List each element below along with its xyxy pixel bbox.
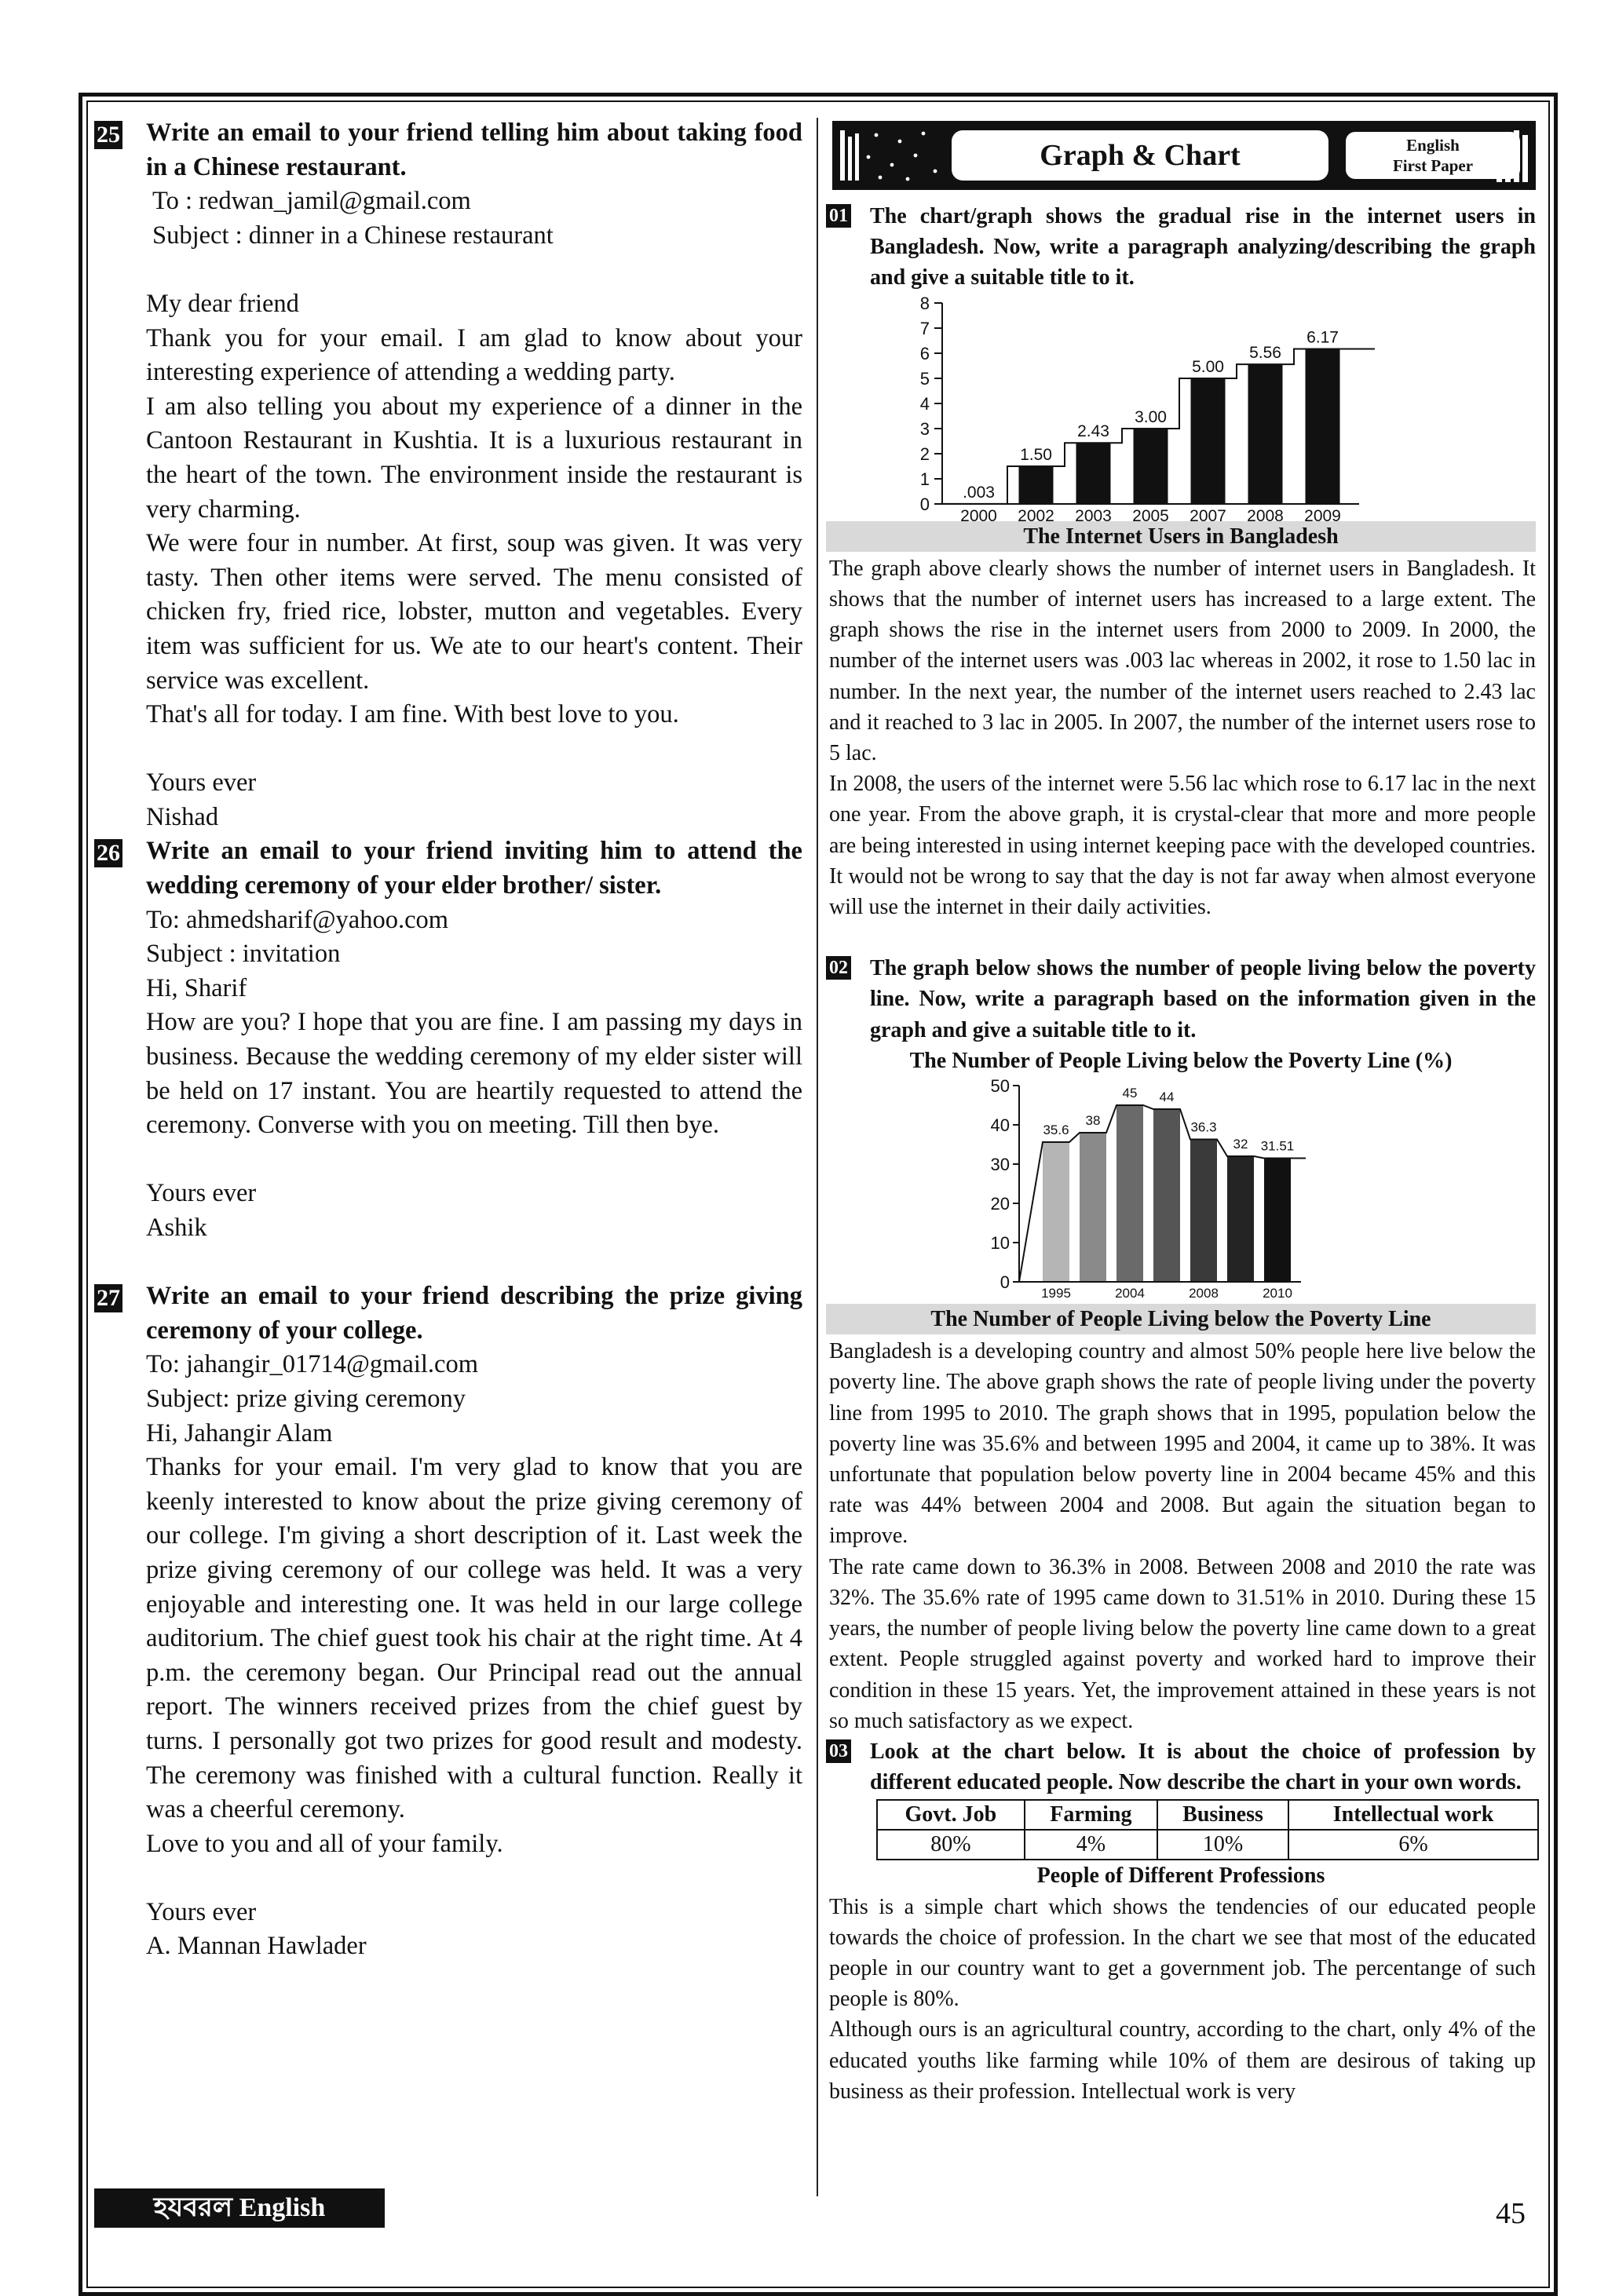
email-body: How are you? I hope that you are fine. I am passing my days in business. Because the wedding ceremony of my elder sister will be held on 17 instant. You are heartily requested to attend the ceremony. Converse with you on meeting. Till then bye.: [94, 1006, 802, 1142]
x-tick-label: 1995: [1041, 1286, 1071, 1301]
chart-caption: The Number of People Living below the Poverty Line: [826, 1304, 1536, 1334]
bar: [1076, 443, 1111, 504]
section-subtitle: English First Paper: [1346, 132, 1520, 179]
question-number-badge: 02: [826, 956, 851, 980]
bar: [1116, 1105, 1143, 1282]
email-signature: A. Mannan Hawlader: [94, 1929, 802, 1964]
question-26-heading: 26 Write an email to your friend inviting him to attend the wedding ceremony of your elder brother/ sister.: [94, 834, 802, 903]
table-header-cell: Govt. Job: [877, 1800, 1025, 1830]
question-number-badge: 26: [94, 839, 122, 867]
email-subject: Subject: prize giving ceremony: [94, 1382, 802, 1417]
y-tick-label: 1: [920, 469, 930, 489]
question-25-heading: 25 Write an email to your friend telling him about taking food in a Chinese restaurant.: [94, 116, 802, 184]
table-header-cell: Business: [1157, 1800, 1288, 1830]
email-body: That's all for today. I am fine. With best love to you.: [94, 698, 802, 732]
email-subject: Subject : invitation: [94, 937, 802, 972]
table-cell: 6%: [1288, 1830, 1538, 1860]
column-divider: [817, 118, 818, 2196]
question-number-badge: 03: [826, 1739, 851, 1763]
profession-table: [876, 1799, 1539, 1860]
y-tick-label: 7: [920, 319, 930, 338]
data-label: 45: [1123, 1086, 1138, 1101]
y-tick-label: 30: [991, 1155, 1010, 1174]
answer-paragraph: The graph above clearly shows the number of internet users in Bangladesh. It shows that the number of internet users has increased to a large extent. The graph shows the rise in the internet users from 2000 to 2009. In 2000, the number of the internet users was .003 lac whereas in 2002, it rose to 1.50 lac in number. In the next year, the number of the internet users reached to 2.43 lac and it reached to 3 lac in 2005. In 2007, the number of the internet users rose to 5 lac.: [826, 553, 1536, 768]
y-tick-label: 40: [991, 1115, 1010, 1135]
question-02-heading: 02 The graph below shows the number of people living below the poverty line. Now, write a paragraph based on the information given in the graph and give a suitable title to it.: [826, 953, 1536, 1046]
question-number-badge: 25: [94, 121, 122, 149]
data-label: 6.17: [1306, 328, 1339, 346]
email-to: To: jahangir_01714@gmail.com: [94, 1348, 802, 1382]
bar: [1043, 1142, 1069, 1282]
answer-paragraph: This is a simple chart which shows the tendencies of our educated people towards the choice of profession. In the chart we see that most of the educated people in our country want to get a government job. The percentange of such people is 80%.: [826, 1892, 1536, 2015]
bar: [1080, 1133, 1106, 1282]
data-label: 32: [1233, 1137, 1248, 1152]
y-tick-label: 2: [920, 444, 930, 464]
bar: [1190, 1140, 1217, 1283]
table-cell: 80%: [877, 1830, 1025, 1860]
answer-paragraph: Although ours is an agricultural country, according to the chart, only 4% of the educated youths like farming while 10% of them are desirous of taking up business as their profession. Intellectual work is very: [826, 2014, 1536, 2107]
table-cell: 10%: [1157, 1830, 1288, 1860]
table-row: [877, 1830, 1538, 1860]
email-closing: Yours ever: [94, 1177, 802, 1211]
x-tick-label: 2008: [1189, 1286, 1219, 1301]
x-tick-label: 2009: [1304, 507, 1341, 521]
data-label: 5.56: [1249, 344, 1281, 362]
email-body: Love to you and all of your family.: [94, 1827, 802, 1862]
y-tick-label: 4: [920, 394, 930, 414]
answer-paragraph: Bangladesh is a developing country and almost 50% people here live below the poverty line. The above graph shows the rate of people living under the poverty line from 1995 to 2010. The graph shows that in 1995, population below the poverty line was 35.6% and between 1995 and 2004, it came up to 38%. It was unfortunate that population below poverty line in 2004 became 45% and this rate was 44% between 2004 and 2008. But again the situation began to improve.: [826, 1336, 1536, 1551]
x-tick-label: 2003: [1075, 507, 1112, 521]
question-03-heading: 03 Look at the chart below. It is about the choice of profession by different educated people. Now describe the chart in your own words.: [826, 1736, 1536, 1798]
email-body: Thanks for your email. I'm very glad to know that you are keenly interested to know about the prize giving ceremony of our college. I'm giving a short description of it. Last week the prize giving ceremony of our college was held. It was a very enjoyable and interesting one. It was held in our large college auditorium. The chief guest took his chair at the right time. At 4 p.m. the ceremony began. Our Principal read out the annual report. The winners received prizes from the chief guest by turns. I personally got two prizes for good result and modesty. The ceremony was finished with a cultural function. Really it was a cheerful ceremony.: [94, 1451, 802, 1827]
poverty-line-chart: [826, 1076, 1536, 1304]
table-header-row: [877, 1800, 1538, 1830]
data-label: 38: [1086, 1113, 1101, 1128]
right-column: [826, 118, 1536, 2107]
email-signature: Ashik: [94, 1211, 802, 1246]
question-number-badge: 01: [826, 204, 851, 228]
y-tick-label: 10: [991, 1233, 1010, 1253]
y-tick-label: 6: [920, 344, 930, 363]
x-tick-label: 2007: [1190, 507, 1226, 521]
question-01-heading: 01 The chart/graph shows the gradual rise in the internet users in Bangladesh. Now, write a paragraph analyzing/describing the graph and give a suitable title to it.: [826, 201, 1536, 294]
data-label: 2.43: [1077, 422, 1109, 440]
chart-title: The Number of People Living below the Poverty Line (%): [826, 1046, 1536, 1076]
question-number-badge: 27: [94, 1284, 122, 1312]
x-tick-label: 2010: [1263, 1286, 1292, 1301]
x-tick-label: 2002: [1018, 507, 1054, 521]
table-header-cell: Farming: [1025, 1800, 1157, 1830]
internet-users-chart: [826, 294, 1536, 521]
x-tick-label: 2000: [960, 507, 997, 521]
left-column: [94, 116, 802, 1964]
email-greeting: Hi, Sharif: [94, 972, 802, 1006]
bar: [1019, 466, 1054, 504]
data-label: 1.50: [1020, 446, 1052, 464]
data-label: 31.51: [1261, 1139, 1295, 1154]
y-tick-label: 50: [991, 1076, 1010, 1096]
y-tick-label: 8: [920, 294, 930, 313]
bar: [1264, 1159, 1291, 1283]
chart-caption: The Internet Users in Bangladesh: [826, 521, 1536, 552]
email-signature: Nishad: [94, 801, 802, 835]
email-greeting: Hi, Jahangir Alam: [94, 1417, 802, 1451]
data-label: .003: [963, 484, 995, 502]
x-tick-label: 2005: [1132, 507, 1169, 521]
page-number: 45: [1496, 2196, 1526, 2231]
email-greeting: My dear friend: [94, 287, 802, 322]
y-tick-label: 0: [1000, 1272, 1010, 1292]
table-caption: People of Different Professions: [826, 1860, 1536, 1891]
data-label: 36.3: [1190, 1120, 1216, 1135]
y-tick-label: 5: [920, 369, 930, 389]
bar: [1191, 378, 1226, 504]
table-cell: 4%: [1025, 1830, 1157, 1860]
y-tick-label: 20: [991, 1194, 1010, 1214]
answer-paragraph: The rate came down to 36.3% in 2008. Between 2008 and 2010 the rate was 32%. The 35.6% rate of 1995 came down to 31.51% in 2010. During these 15 years, the number of people living below the poverty line came down to a great extent. People struggled against poverty and worked hard to improve their condition in these 15 years. Yet, the improvement attained in these years is not so much satisfactory as we expect.: [826, 1552, 1536, 1736]
bar: [1248, 364, 1283, 504]
data-label: 3.00: [1135, 408, 1167, 426]
dots-pattern-icon: [837, 126, 947, 185]
answer-paragraph: In 2008, the users of the internet were 5.56 lac which rose to 6.17 lac in the next one year. From the above graph, it is crystal-clear that more and more people are being interested in using internet keeping pace with the developed countries. It would not be wrong to say that the day is not far away when almost everyone will use the internet in their daily activities.: [826, 768, 1536, 922]
data-label: 35.6: [1043, 1122, 1069, 1137]
question-27-heading: 27 Write an email to your friend describing the prize giving ceremony of your college.: [94, 1279, 802, 1348]
bar: [1227, 1156, 1254, 1282]
y-tick-label: 0: [920, 495, 930, 514]
email-to: To: ahmedsharif@yahoo.com: [94, 903, 802, 938]
section-title: Graph & Chart: [952, 130, 1328, 181]
email-body: I am also telling you about my experience of a dinner in the Cantoon Restaurant in Kushtia. It is a luxurious restaurant in the heart of the town. The environment inside the restaurant is very charming.: [94, 390, 802, 527]
data-label: 44: [1160, 1090, 1175, 1104]
x-tick-label: 2008: [1247, 507, 1284, 521]
email-body: Thank you for your email. I am glad to know about your interesting experience of attending a wedding party.: [94, 322, 802, 390]
section-header: [826, 118, 1536, 196]
bar: [1306, 349, 1340, 503]
email-subject: Subject : dinner in a Chinese restaurant: [94, 219, 802, 254]
x-tick-label: 2004: [1115, 1286, 1145, 1301]
email-closing: Yours ever: [94, 766, 802, 801]
books-icon: [1492, 126, 1533, 185]
brand-logo: হযবরল English: [94, 2188, 385, 2228]
bar: [1153, 1109, 1180, 1282]
email-to: To : redwan_jamil@gmail.com: [94, 184, 802, 219]
table-header-cell: Intellectual work: [1288, 1800, 1538, 1830]
data-label: 5.00: [1192, 358, 1224, 376]
email-closing: Yours ever: [94, 1896, 802, 1930]
email-body: We were four in number. At first, soup was given. It was very tasty. Then other items were served. The menu consisted of chicken fry, fried rice, lobster, mutton and vegetables. Every item was sufficient for us. We ate to our heart's content. Their service was excellent.: [94, 527, 802, 698]
bar: [1134, 429, 1168, 504]
y-tick-label: 3: [920, 419, 930, 439]
